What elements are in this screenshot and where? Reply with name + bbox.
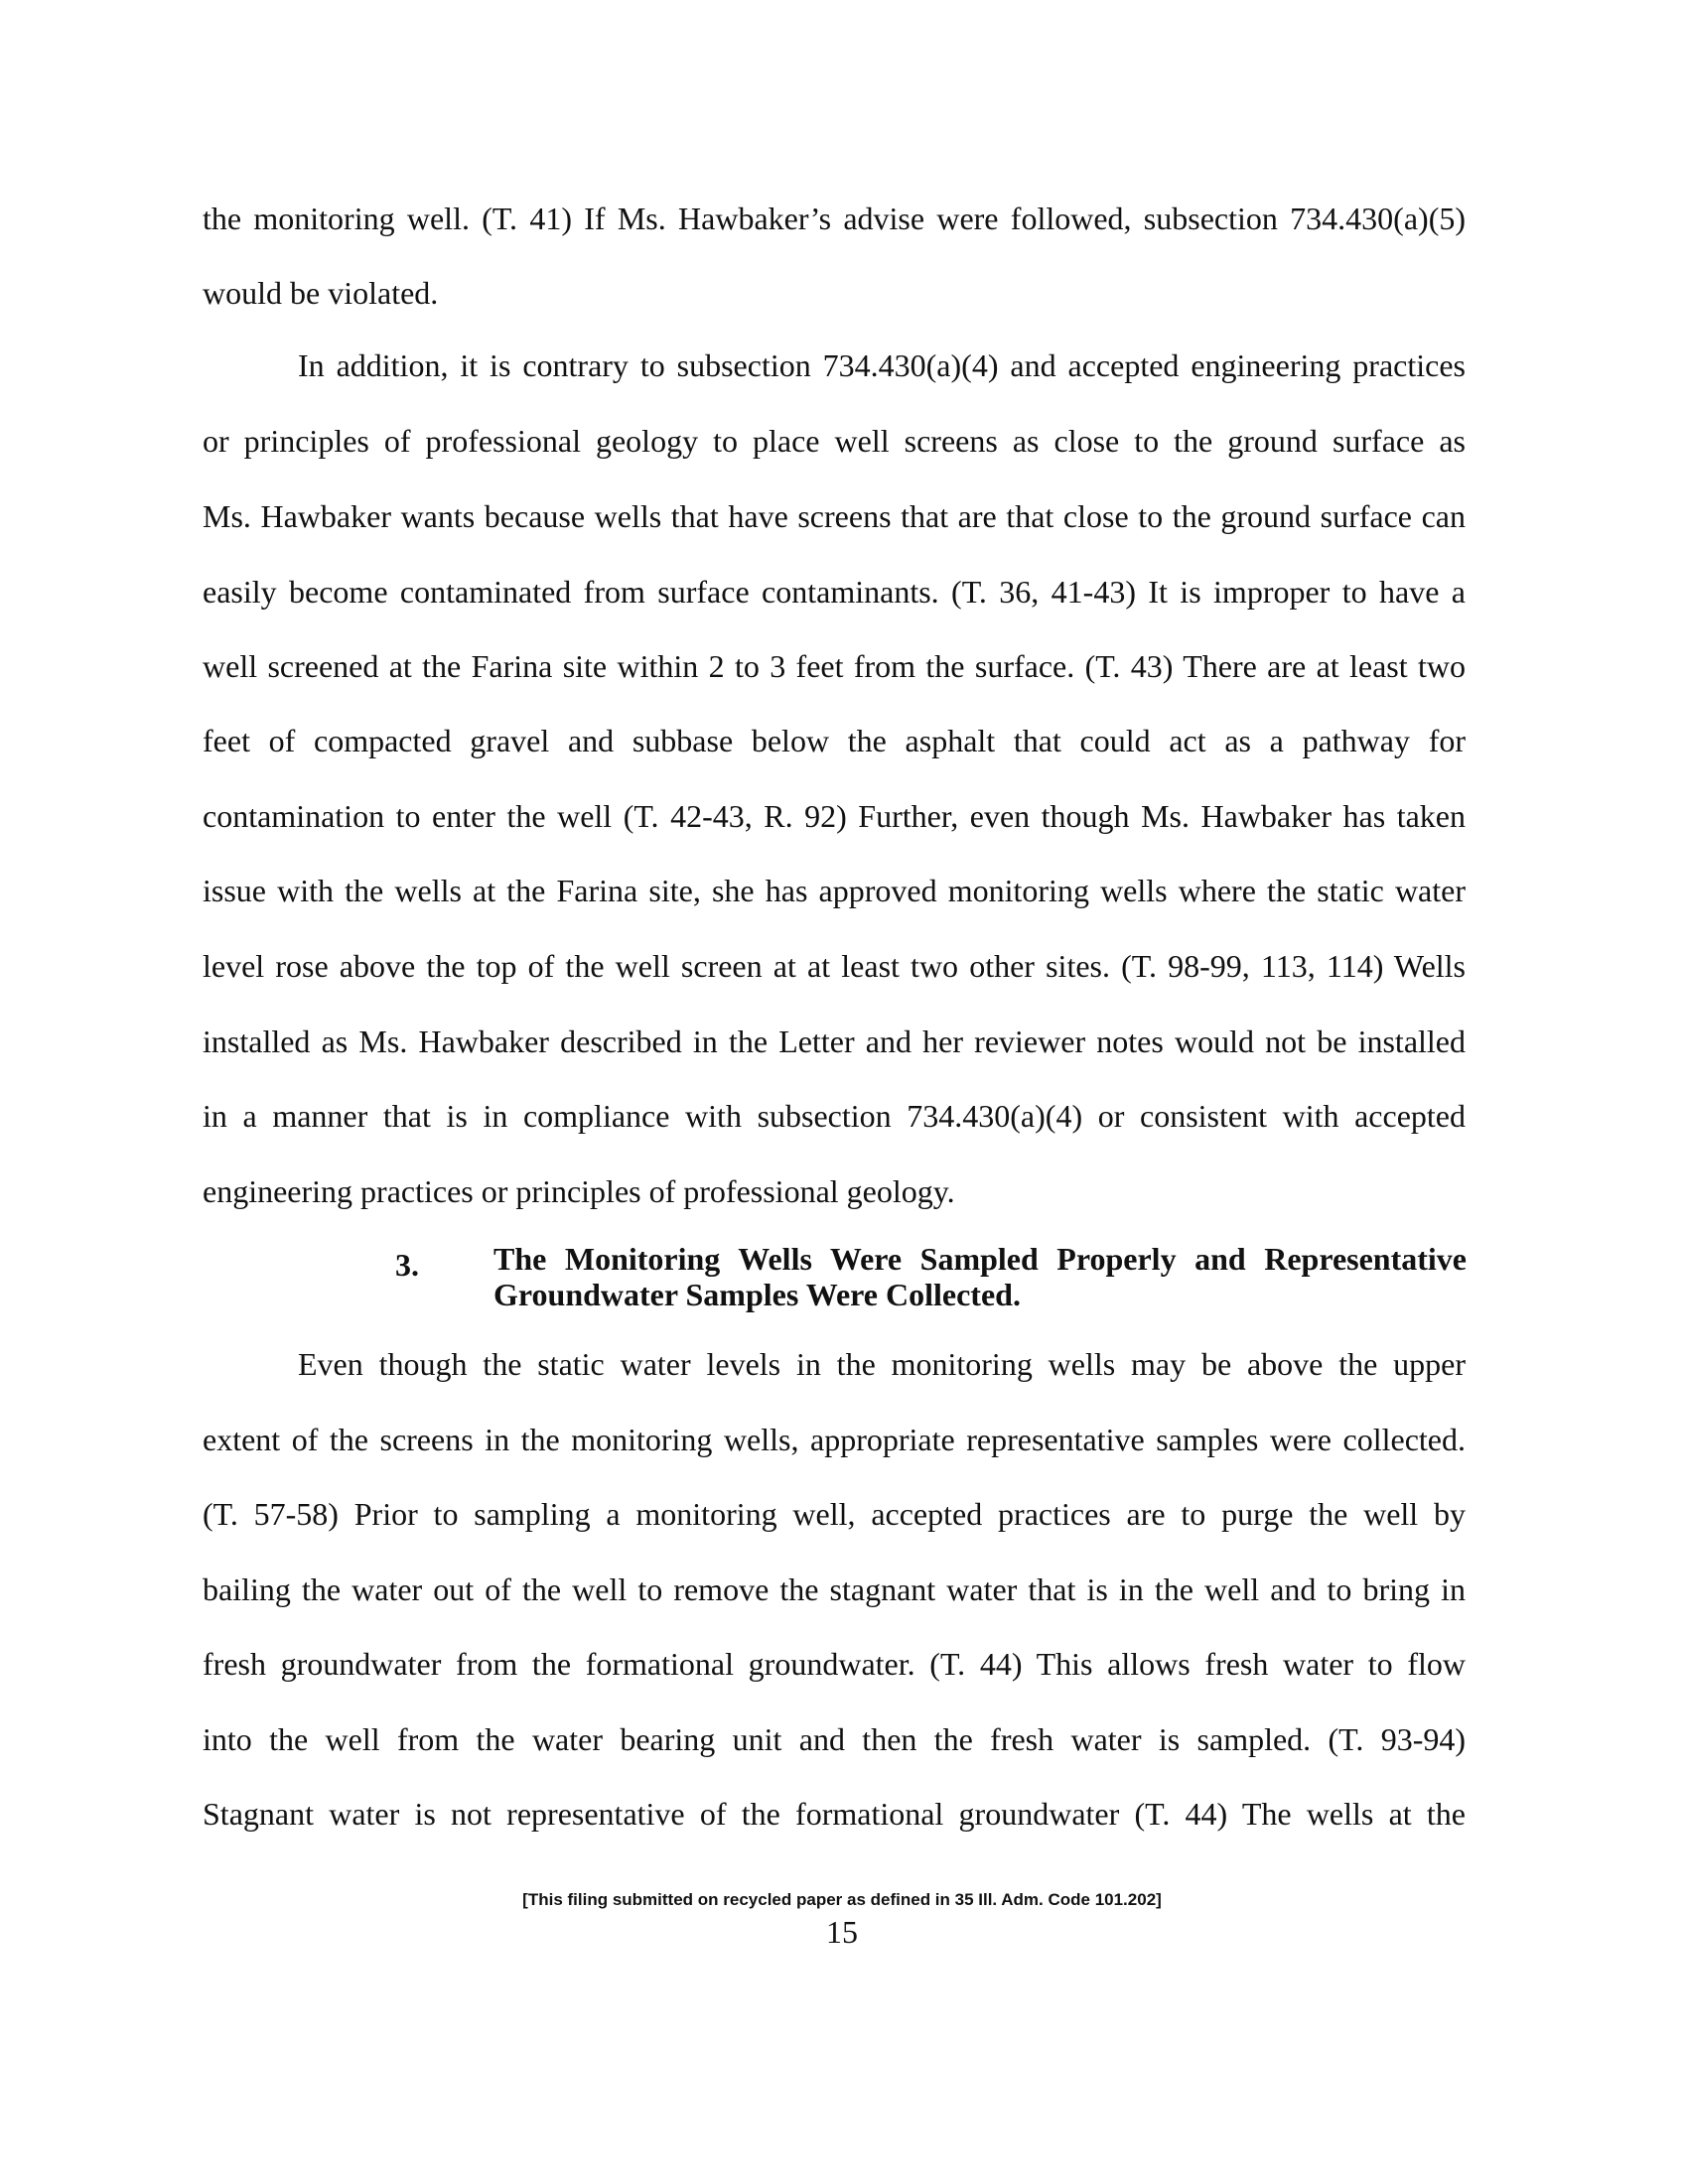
body-line: level rose above the top of the well screen at at least two other sites. (T. 98-99, 113, 114) Wells [203,948,1466,984]
body-line: Even though the static water levels in the monitoring wells may be above the upper [298,1346,1466,1382]
section-heading-line: The Monitoring Wells Were Sampled Properly and Representative [493,1241,1467,1277]
body-line: contamination to enter the well (T. 42-43, R. 92) Further, even though Ms. Hawbaker has taken [203,798,1466,834]
body-line: feet of compacted gravel and subbase below the asphalt that could act as a pathway for [203,723,1466,758]
body-line: would be violated. [203,275,439,311]
body-line: Stagnant water is not representative of the formational groundwater (T. 44) The wells at the [203,1796,1466,1832]
body-line: the monitoring well. (T. 41) If Ms. Hawbaker’s advise were followed, subsection 734.430(a)(5) [203,201,1466,236]
body-line: bailing the water out of the well to remove the stagnant water that is in the well and to bring in [203,1571,1466,1607]
body-line: or principles of professional geology to place well screens as close to the ground surface as [203,423,1466,459]
section-heading-line: Groundwater Samples Were Collected. [493,1277,1021,1312]
body-line: Ms. Hawbaker wants because wells that have screens that are that close to the ground surface can [203,498,1466,534]
body-line: well screened at the Farina site within 2 to 3 feet from the surface. (T. 43) There are at least two [203,648,1466,684]
body-line: issue with the wells at the Farina site, she has approved monitoring wells where the static water [203,873,1466,908]
body-line: engineering practices or principles of professional geology. [203,1173,955,1209]
body-line: In addition, it is contrary to subsection 734.430(a)(4) and accepted engineering practices [298,347,1466,383]
body-line: in a manner that is in compliance with subsection 734.430(a)(4) or consistent with accepted [203,1098,1466,1134]
page-number: 15 [826,1914,858,1950]
body-line: into the well from the water bearing unit and then the fresh water is sampled. (T. 93-94) [203,1721,1466,1757]
body-line: (T. 57-58) Prior to sampling a monitoring well, accepted practices are to purge the well by [203,1496,1466,1532]
body-line: fresh groundwater from the formational groundwater. (T. 44) This allows fresh water to flow [203,1646,1466,1682]
body-line: extent of the screens in the monitoring wells, appropriate representative samples were collected. [203,1422,1466,1457]
recycled-paper-note: [This filing submitted on recycled paper as defined in 35 Ill. Adm. Code 101.202] [522,1890,1162,1909]
section-number: 3. [395,1247,419,1283]
body-line: installed as Ms. Hawbaker described in the Letter and her reviewer notes would not be installed [203,1024,1466,1059]
body-line: easily become contaminated from surface contaminants. (T. 36, 41-43) It is improper to have a [203,574,1466,610]
